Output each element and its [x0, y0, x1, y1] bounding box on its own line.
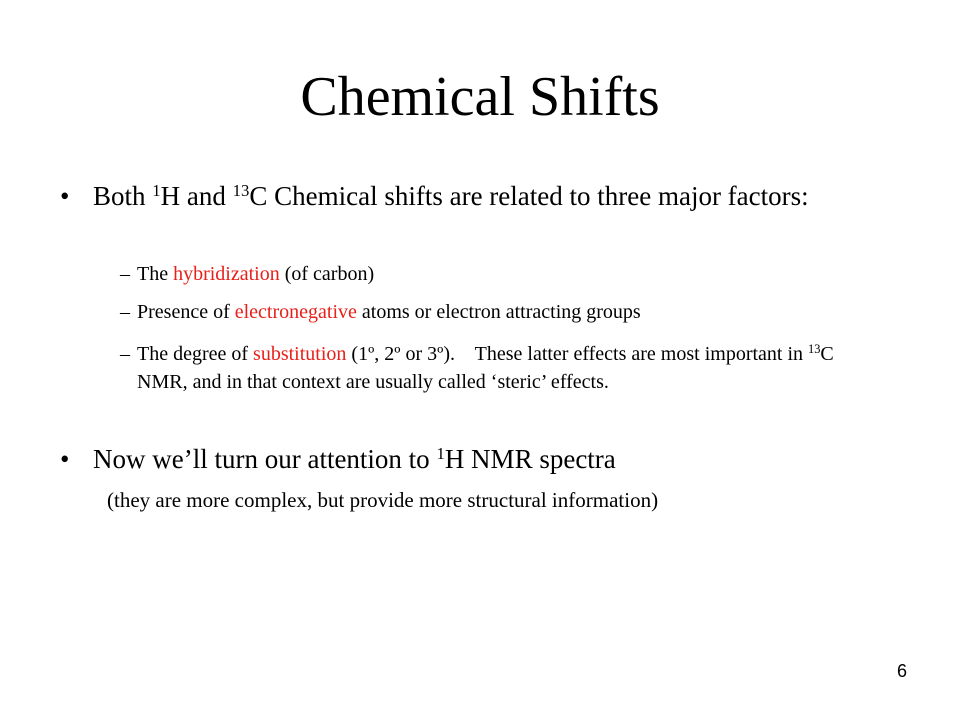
text-run: C NMR, and in that context are usually called ‘steric’ effects.	[137, 343, 834, 393]
text-run: The	[137, 263, 174, 285]
text-run: atoms or electron attracting groups	[356, 301, 641, 323]
text-run: Both	[93, 181, 153, 211]
highlighted-term: electronegative	[234, 301, 357, 323]
slide-title: Chemical Shifts	[300, 66, 660, 128]
text-run: H and	[160, 181, 233, 211]
text-run: Presence of	[137, 301, 235, 323]
highlighted-term: hybridization	[173, 263, 280, 285]
text-run: The degree of	[137, 343, 254, 365]
text-run: Now we’ll turn our attention to	[93, 444, 437, 474]
subbullet-marker: –	[120, 343, 130, 365]
subbullet-marker: –	[120, 263, 130, 285]
highlighted-term: substitution	[253, 343, 347, 365]
superscript: 1	[152, 180, 161, 200]
superscript: 1	[436, 443, 445, 463]
subbullet-text	[137, 298, 857, 326]
page-number: 6	[896, 661, 907, 681]
superscript: 13	[232, 180, 250, 200]
text-run: (1º, 2º or 3º). These latter effects are most important in	[346, 343, 809, 365]
subbullet-marker: –	[120, 301, 130, 323]
bullet-text	[93, 177, 873, 215]
bullet-marker: •	[60, 181, 70, 211]
parenthetical-note: (they are more complex, but provide more structural information)	[107, 488, 659, 512]
superscript: 13	[808, 342, 821, 357]
text-run: (of carbon)	[279, 263, 375, 285]
text-run: C Chemical shifts are related to three major factors:	[249, 181, 809, 211]
bullet-marker: •	[60, 444, 70, 474]
bullet-text	[93, 440, 873, 478]
subbullet-text	[137, 340, 857, 396]
subbullet-text	[137, 260, 857, 288]
text-run: H NMR spectra	[444, 444, 616, 474]
